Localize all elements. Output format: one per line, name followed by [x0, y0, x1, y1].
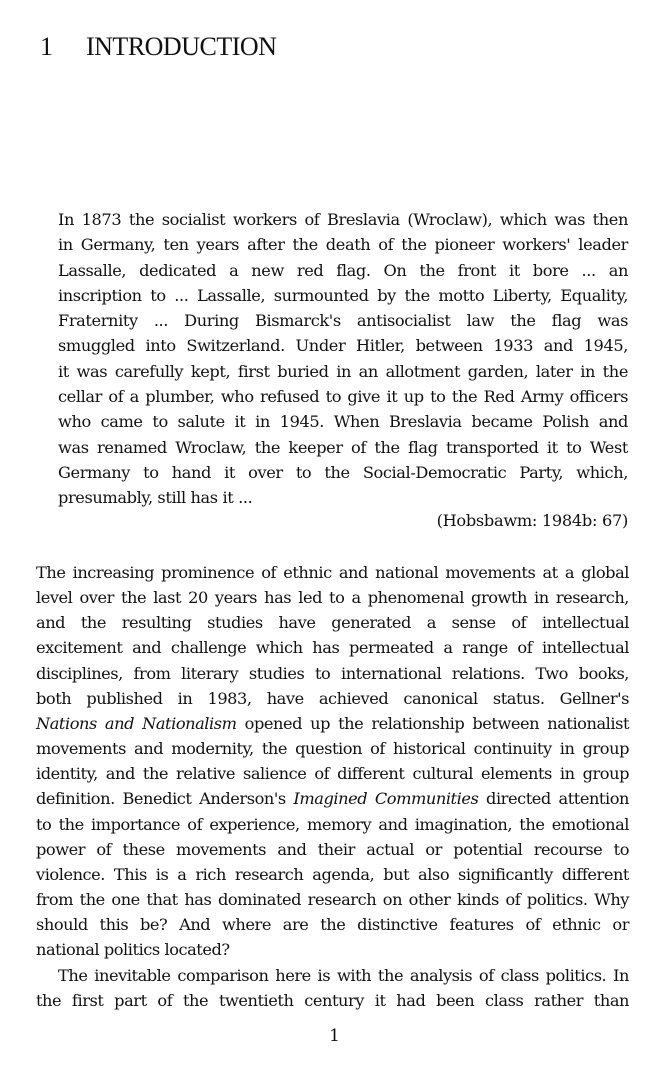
paragraph-line: excitement and challenge which has permeated a range of intellectual [36, 638, 629, 658]
epigraph-line: inscription to ... Lassalle, surmounted by the motto Liberty, Equality, [58, 285, 628, 305]
paragraph-line: and the resulting studies have generated a sense of intellectual [36, 613, 629, 633]
paragraph-line: power of these movements and their actual or potential recourse to [36, 839, 629, 859]
paragraph-line: movements and modernity, the question of historical continuity in group [36, 739, 629, 759]
epigraph-line: presumably, still has it ... [58, 488, 253, 508]
epigraph-line: cellar of a plumber, who refused to give it up to the Red Army officers [58, 387, 628, 407]
epigraph-line: it was carefully kept, first buried in an allotment garden, later in the [58, 361, 628, 381]
book-title-nations-and-nationalism: Nations and Nationalism [36, 713, 237, 733]
chapter-title: INTRODUCTION [86, 32, 277, 61]
epigraph-line: was renamed Wroclaw, the keeper of the flag transported it to West [58, 437, 628, 457]
page-number: 1 [329, 1026, 340, 1046]
book-title-imagined-communities: Imagined Communities [293, 789, 479, 809]
paragraph-line: to the importance of experience, memory and imagination, the emotional [36, 814, 629, 834]
paragraph-line [36, 711, 629, 736]
epigraph-citation: (Hobsbawm: 1984b: 67) [436, 511, 628, 530]
paragraph-line: The inevitable comparison here is with the analysis of class politics. In [58, 965, 629, 985]
paragraph-line: identity, and the relative salience of different cultural elements in group [36, 764, 629, 784]
paragraph-line: level over the last 20 years has led to a phenomenal growth in research, [36, 588, 629, 608]
body-text [36, 560, 629, 1013]
epigraph-line: smuggled into Switzerland. Under Hitler, between 1933 and 1945, [58, 336, 628, 356]
paragraph-line: the first part of the twentieth century it had been class rather than [36, 990, 629, 1010]
paragraph-line: from the one that has dominated research on other kinds of politics. Why [36, 890, 629, 910]
paragraph-line [36, 786, 629, 811]
epigraph-line: in Germany, ten years after the death of the pioneer workers' leader [58, 235, 628, 255]
chapter-number: 1 [40, 32, 53, 61]
line-text: opened up the relationship between nationalist [236, 713, 630, 733]
chapter-heading [40, 32, 276, 62]
line-text: directed attention [478, 789, 629, 809]
paragraph-line: both published in 1983, have achieved canonical status. Gellner's [36, 688, 629, 708]
line-text: definition. Benedict Anderson's [36, 789, 294, 809]
paragraph-line: should this be? And where are the distinctive features of ethnic or [36, 915, 629, 935]
paragraph-line: disciplines, from literary studies to international relations. Two books, [36, 663, 629, 683]
epigraph-line: Fraternity ... During Bismarck's antisocialist law the flag was [58, 311, 628, 331]
epigraph-line: who came to salute it in 1945. When Breslavia became Polish and [58, 412, 628, 432]
paragraph-line: The increasing prominence of ethnic and national movements at a global [36, 563, 629, 582]
epigraph-line: In 1873 the socialist workers of Breslavia (Wroclaw), which was then [58, 210, 628, 229]
paragraph-line: national politics located? [36, 940, 230, 960]
paragraph-line: violence. This is a rich research agenda, but also significantly different [36, 864, 629, 884]
epigraph-line: Lassalle, dedicated a new red flag. On the front it bore ... an [58, 260, 628, 280]
epigraph-quote [58, 207, 628, 511]
epigraph-line: Germany to hand it over to the Social-Democratic Party, which, [58, 462, 628, 482]
